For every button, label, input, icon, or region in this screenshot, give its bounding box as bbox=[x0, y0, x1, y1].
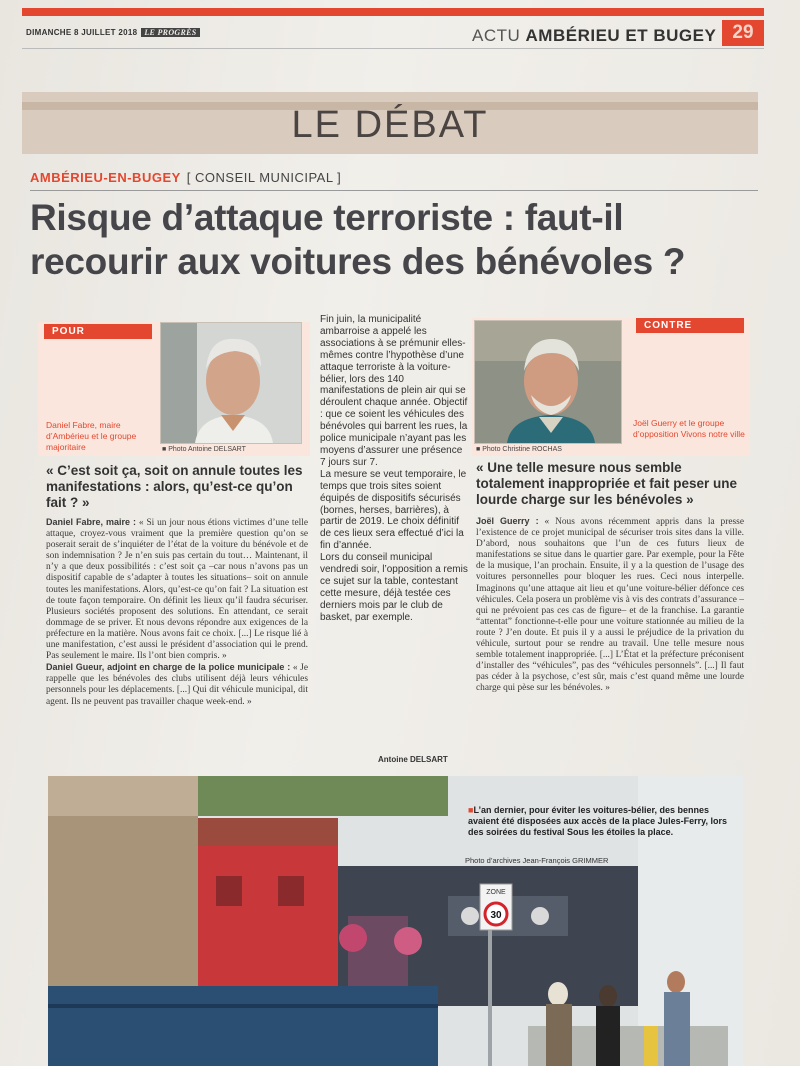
headline: Risque d’attaque terroriste : faut-il recourir aux voitures des bénévoles ? bbox=[30, 197, 686, 282]
pour-who: Daniel Fabre, maire d’Ambérieu et le groupe majoritaire bbox=[46, 420, 137, 452]
joel-guerry-photo bbox=[474, 320, 622, 444]
contre-photo-credit-text: Photo Christine ROCHAS bbox=[482, 446, 562, 453]
pour-speaker-2: Daniel Gueur, adjoint en charge de la police municipale : bbox=[46, 662, 291, 673]
header-rule bbox=[22, 48, 764, 49]
kicker-rule bbox=[30, 190, 758, 191]
contre-body bbox=[476, 516, 744, 695]
dateline bbox=[26, 28, 200, 37]
contre-who: Joël Guerry et le groupe d’opposition Vivons notre ville bbox=[633, 418, 745, 439]
page-number: 29 bbox=[722, 20, 764, 46]
debat-title: LE DÉBAT bbox=[291, 104, 489, 146]
middle-paragraph-1: Fin juin, la municipalité ambarroise a appelé les associations à se prémunir elles-mêmes contre l’hypothèse d’une attaque terroriste à la voiture-bélier, lors des 140 manifestations de plein air qui se déroulent chaque année. Objectif : que ce soient les véhicules des bénévoles qui barrent les rues, la police municipale n’ayant pas les moyens d’assurer une présence 7 jours sur 7. bbox=[320, 314, 468, 468]
section-label: ACTU bbox=[472, 26, 521, 45]
middle-paragraph-2: La mesure se veut temporaire, le temps que trois sites soient équipés de dispositifs sécurisés (bornes, herses, barrières), à partir de 2019. Le choix définitif de ces lieux sera effectué d’ici la fin d’année. bbox=[320, 468, 467, 552]
issue-date: DIMANCHE 8 JUILLET 2018 bbox=[26, 28, 138, 37]
pour-body bbox=[46, 517, 308, 708]
kicker-topic: [ CONSEIL MUNICIPAL ] bbox=[186, 170, 342, 185]
region-label: AMBÉRIEU ET BUGEY bbox=[525, 26, 717, 45]
daniel-fabre-photo bbox=[160, 322, 302, 444]
pour-text-1: « Si un jour nous étions victimes d’une telle attaque, croyez-vous vraiment que la première question qu’on se poserait serait de s’inquiéter de l’état de la voiture du bénévole et de son indemnisation ? Je n’en suis pas certain du tout… Maintenant, il n’y a que deux possibilités : c’est soit ça –car nous n’avons pas un dispositif capable de s’adapter à toutes les situations– soit on annule toutes les manifestations. Alors, qu’est-ce qu’on fait ? La situation est de toute façon temporaire. On définit les lieux qu’il faudra sécuriser. Plusieurs sociétés proposent des solutions. En attendant, ce serait dommage de se priver. Et nous devons répondre aux exigences de la préfecture en la matière. Nous avons fait ce choix. [...] Le risque lié à une manifestation, c’est aussi le président d’association qui le prend. Pas seulement le maire. Ils l’ont bien compris. » bbox=[46, 518, 308, 662]
middle-paragraph-3: Lors du conseil municipal vendredi soir, l’opposition a remis ce sujet sur la table, contestant cette mesure, déjà testée ces derniers mois par le club de basket, par exemple. bbox=[320, 552, 468, 623]
pour-photo-credit-text: Photo Antoine DELSART bbox=[168, 446, 246, 453]
zone-sign-label: ZONE bbox=[486, 889, 506, 896]
photo-caption-text: L’an dernier, pour éviter les voitures-bélier, des bennes avaient été disposées aux accès de la place Jules-Ferry, lors des soirées du festival Sous les étoiles la place. bbox=[468, 805, 727, 837]
top-red-bar bbox=[22, 8, 764, 16]
pour-quote: « C’est soit ça, soit on annule toutes les manifestations : alors, qu’est-ce qu’on fait ? » bbox=[46, 463, 303, 510]
speed-sign-label: 30 bbox=[490, 910, 502, 921]
contre-tag: CONTRE bbox=[636, 318, 744, 333]
pour-text-2: « Je rappelle que les bénévoles des clubs utilisent déjà leurs véhicules personnels pour les déplacements. [...] Qui dit véhicule municipal, dit agent. Ils ne peuvent pas travailler chaque week-end. » bbox=[46, 663, 308, 707]
contre-speaker: Joël Guerry : bbox=[476, 516, 539, 526]
contre-quote: « Une telle mesure nous semble totalement inappropriée et fait peser une lourde charge sur les bénévoles » bbox=[476, 460, 738, 507]
section-rubric bbox=[472, 26, 716, 46]
portrait-illustration bbox=[475, 321, 621, 443]
author-signature: Antoine DELSART bbox=[378, 755, 448, 764]
kicker bbox=[30, 170, 341, 185]
photo-credit: Photo d’archives Jean-François GRIMMER bbox=[465, 856, 609, 865]
caption-bullet: ■ bbox=[468, 805, 474, 815]
middle-column bbox=[320, 314, 468, 624]
paper-name: LE PROGRÈS bbox=[141, 28, 199, 37]
contre-photo-credit: ■ Photo Christine ROCHAS bbox=[476, 446, 562, 453]
kicker-place: AMBÉRIEU-EN-BUGEY bbox=[30, 170, 181, 185]
pour-tag: POUR bbox=[44, 324, 152, 339]
photo-caption bbox=[468, 805, 738, 838]
portrait-illustration bbox=[161, 323, 301, 443]
pour-speaker-1: Daniel Fabre, maire : bbox=[46, 517, 137, 527]
pour-photo-credit: ■ Photo Antoine DELSART bbox=[162, 446, 246, 453]
contre-text: « Nous avons récemment appris dans la presse l’existence de ce projet municipal de sécuriser trois sites dans la ville. D’abord, nous souhaitons que l’un de ces futurs lieux de manifestations se situe dans le quartier gare. Par exemple, pour la Fête de la musique, l’an prochain. Ensuite, il y a la question de l’usage des voitures personnelles pour bloquer les rues. Ceci nous interpelle. Imaginons qu’une attaque ait lieu et qu’une voiture-bélier défonce ces véhicules. Cela posera un problème vis à vis des contrats d’assurance –qui ne prévoient pas ces cas de figure– et de la franchise. La garantie “attentat” fonctionne-t-elle pour une voiture stationnée au milieu de la route ? J’en doute. Et puis il y a aussi le préjudice de la privation du véhicule, surtout pour se rendre au travail. Une telle mesure nous semble totalement inappropriée. [...] L’État et la préfecture préconisent d’installer des “véhicules”, pas des “véhicules personnels”. [...] Il faut pas céder à la psychose, c’est sûr, mais c’est quand même une lourde charge qui pèse sur les bénévoles. » bbox=[476, 517, 744, 694]
